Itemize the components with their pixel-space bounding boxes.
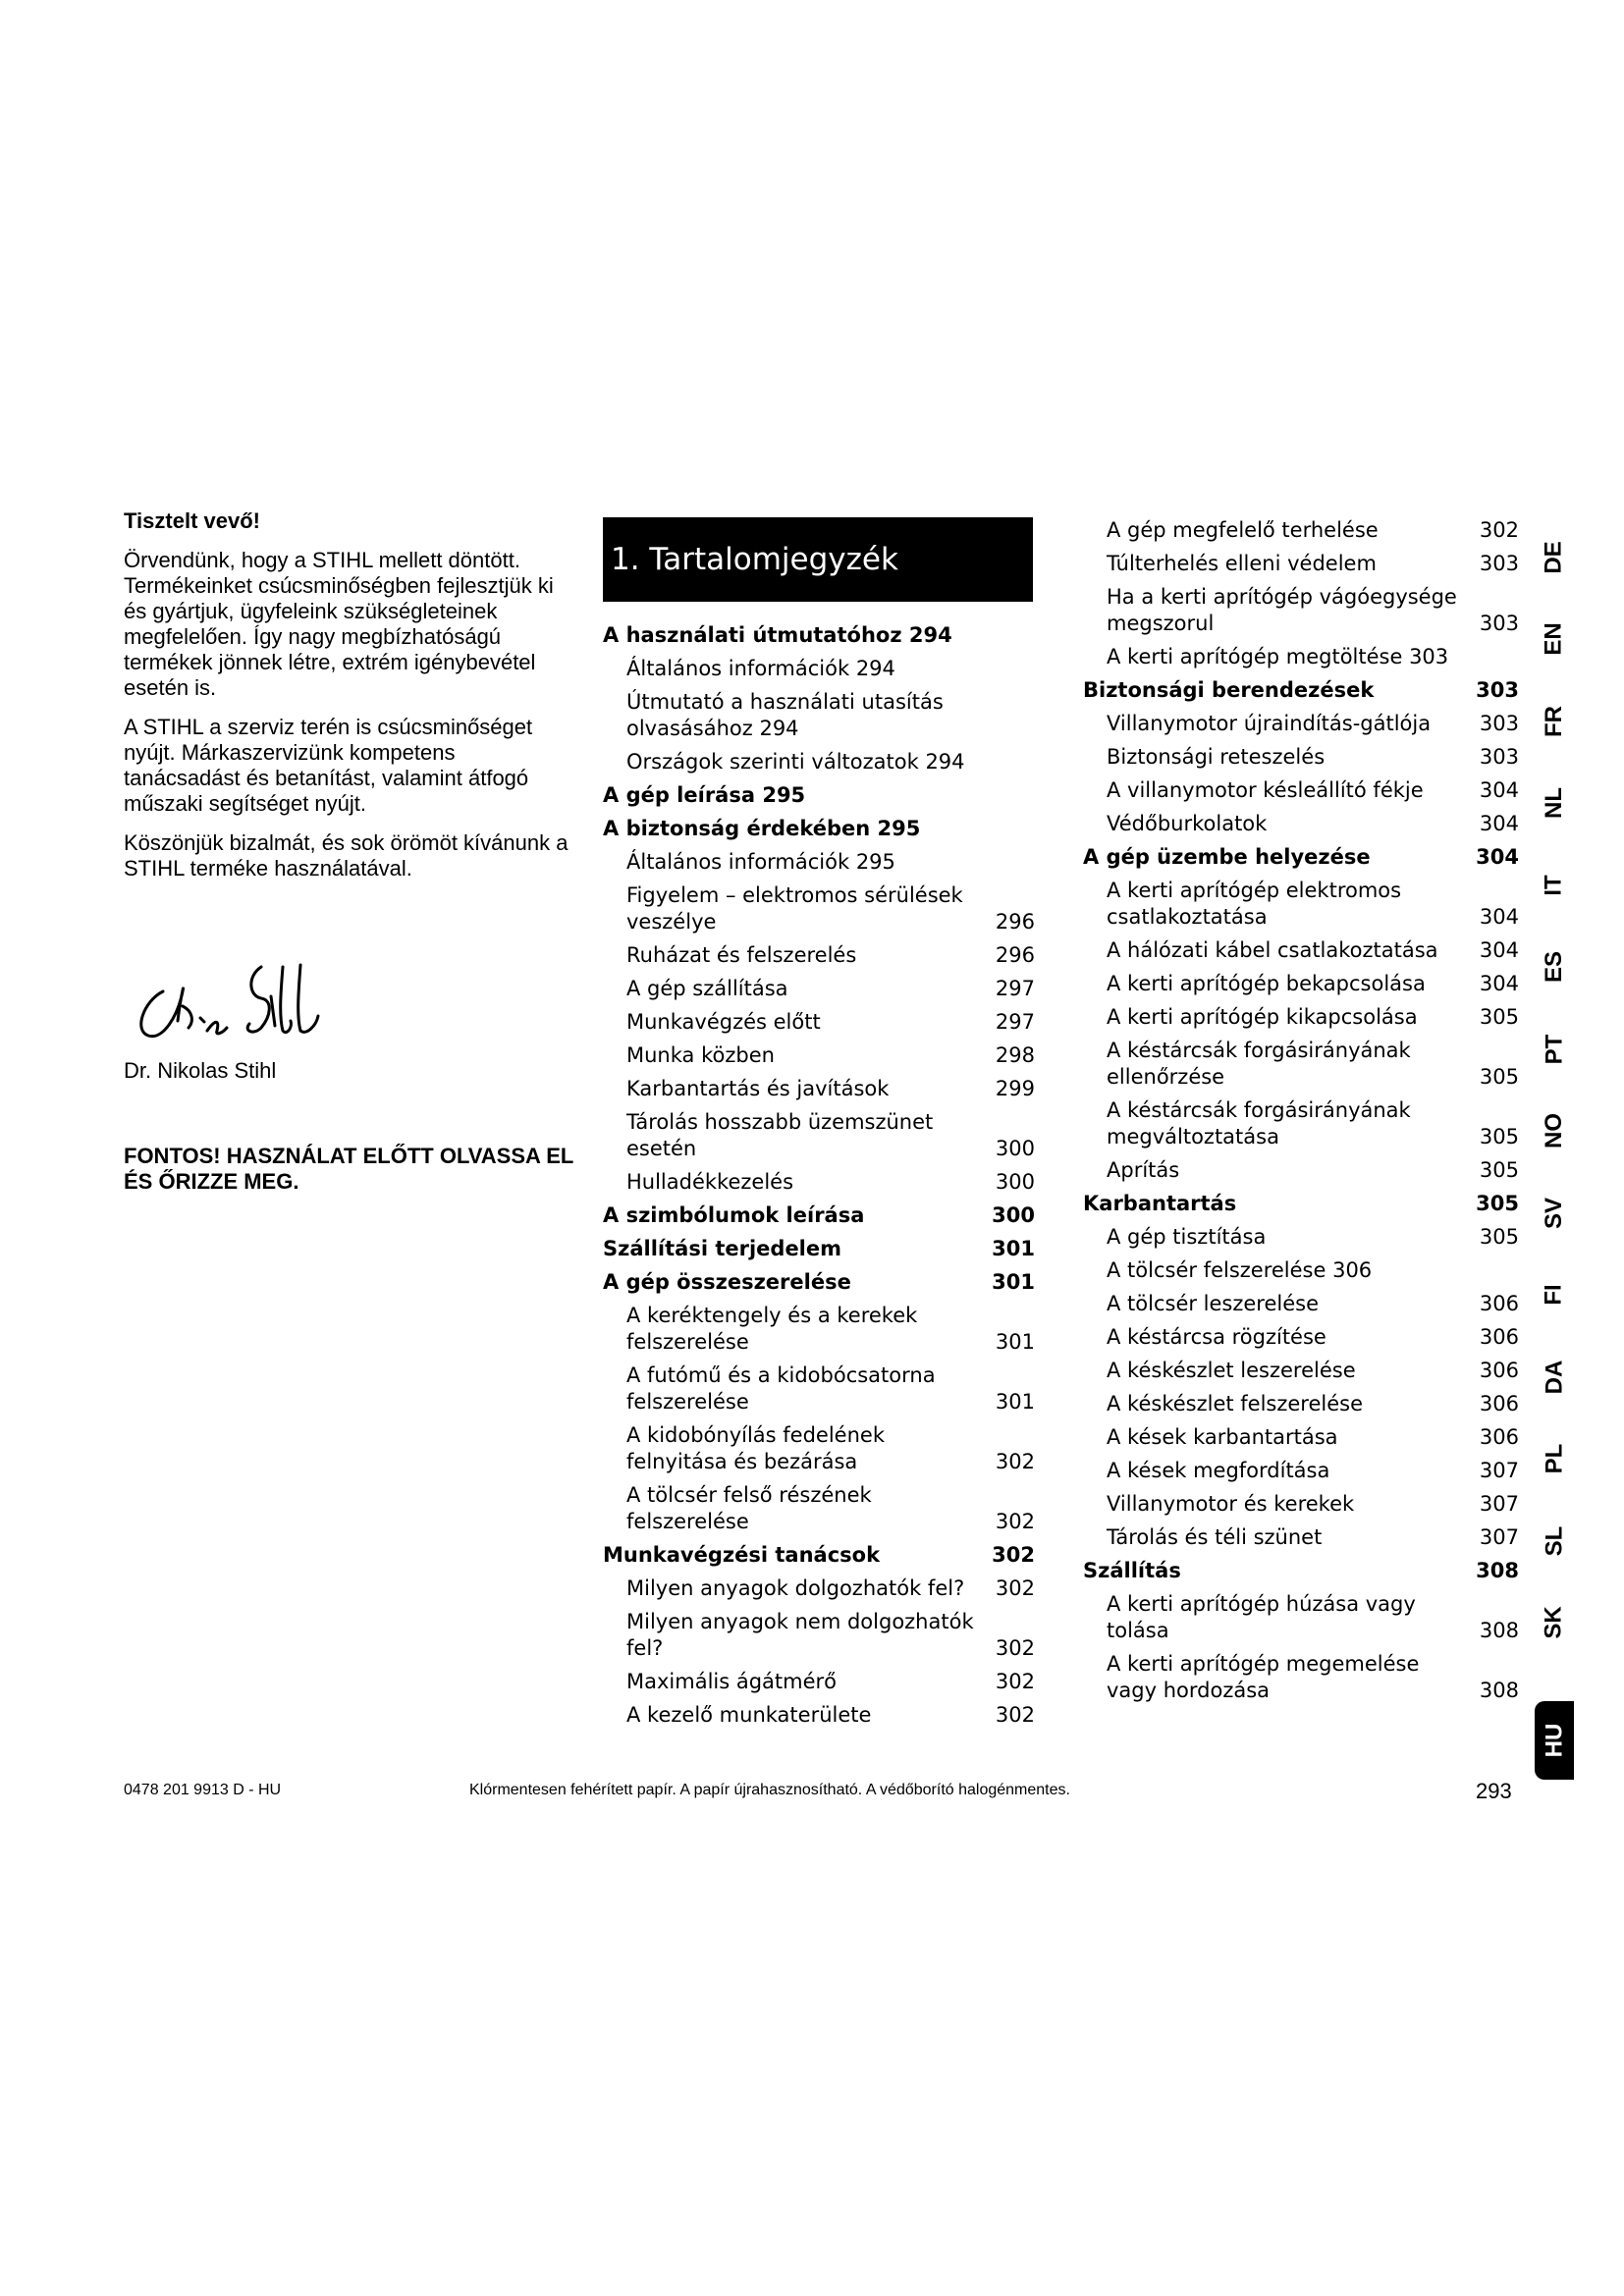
language-tab-label: DA	[1540, 1360, 1567, 1395]
toc-entry-page: 300	[992, 1203, 1035, 1227]
toc-entry-title: Tárolás és téli szünet	[1107, 1525, 1323, 1549]
toc-entry-title: A gép megfelelő terhelése	[1107, 518, 1379, 542]
toc-entry-title: A késkészlet leszerelése	[1107, 1359, 1356, 1382]
language-tab-sk[interactable]	[1532, 1582, 1577, 1665]
toc-entry-title: Maximális ágátmérő	[626, 1670, 838, 1693]
language-tab-pt[interactable]	[1532, 1008, 1577, 1091]
toc-subentry[interactable]	[1083, 551, 1519, 577]
toc-subentry[interactable]	[603, 1076, 1035, 1102]
toc-subentry[interactable]	[1083, 1097, 1519, 1150]
toc-entry-title: Karbantartás és javítások	[626, 1077, 890, 1100]
toc-section-entry[interactable]	[1083, 1558, 1519, 1584]
toc-subentry[interactable]	[603, 656, 1035, 682]
toc-entry-title: Karbantartás	[1083, 1192, 1237, 1215]
toc-entry-title: A kések karbantartása	[1107, 1425, 1338, 1449]
toc-subentry[interactable]	[603, 1169, 1035, 1196]
toc-subentry[interactable]	[1083, 1291, 1519, 1317]
toc-entry-page: 301	[992, 1237, 1035, 1260]
toc-entry-page: 304	[1479, 938, 1519, 962]
toc-entry-page: 306	[1479, 1325, 1519, 1349]
toc-subentry[interactable]	[1083, 811, 1519, 837]
toc-entry-page: 303	[1479, 612, 1519, 635]
toc-entry-page: 301	[995, 1390, 1035, 1414]
toc-entry-title: A tölcsér felszerelése 306	[1107, 1258, 1373, 1282]
toc-entry-title: A kerti aprítógép kikapcsolása	[1107, 1005, 1418, 1029]
toc-subentry[interactable]	[603, 1109, 1035, 1162]
language-tab-pl[interactable]	[1532, 1418, 1577, 1501]
toc-section-entry[interactable]	[603, 1236, 1035, 1262]
toc-entry-title: A kidobónyílás fedelének felnyitása és bezárása	[626, 1423, 885, 1473]
toc-entry-page: 305	[1479, 1065, 1519, 1089]
toc-subentry[interactable]	[1083, 711, 1519, 737]
greeting: Tisztelt vevő!	[124, 508, 260, 533]
language-tab-it[interactable]	[1532, 844, 1577, 927]
toc-entry-title: A kerti aprítógép megtöltése 303	[1107, 645, 1449, 668]
toc-entry-page: 308	[1479, 1619, 1519, 1642]
language-tab-label: SV	[1540, 1197, 1567, 1229]
toc-entry-title: A futómű és a kidobócsatorna felszerelése	[626, 1363, 936, 1414]
toc-subentry[interactable]	[603, 849, 1035, 876]
toc-entry-page: 305	[1479, 1125, 1519, 1148]
language-tab-de[interactable]	[1532, 516, 1577, 599]
toc-subentry[interactable]	[603, 1009, 1035, 1036]
toc-entry-page: 302	[992, 1543, 1035, 1567]
toc-entry-title: A biztonság érdekében 295	[603, 817, 921, 840]
toc-entry-page: 296	[995, 910, 1035, 934]
toc-entry-title: A késtárcsák forgásirányának ellenőrzése	[1107, 1039, 1411, 1089]
toc-entry-page: 306	[1479, 1292, 1519, 1315]
toc-subentry[interactable]	[603, 1362, 1035, 1415]
intro-column	[124, 508, 570, 895]
language-tab-label: ES	[1540, 951, 1567, 984]
intro-paragraph-2: A STIHL a szerviz terén is csúcsminőséget nyújt. Márkaszervizünk kompetens tanácsadást és betanítást, valamint átfogó műszaki segítséget nyújt.	[124, 715, 533, 816]
toc-subentry[interactable]	[1083, 1358, 1519, 1384]
language-tab-fi[interactable]	[1532, 1255, 1577, 1337]
toc-entry-page: 308	[1479, 1679, 1519, 1702]
language-tab-en[interactable]	[1532, 599, 1577, 681]
toc-subentry[interactable]	[1083, 1591, 1519, 1644]
page-number: 293	[1476, 1779, 1512, 1803]
toc-entry-title: A tölcsér felső részének felszerelése	[626, 1483, 872, 1533]
toc-entry-page: 299	[995, 1077, 1035, 1100]
toc-entry-page: 301	[995, 1330, 1035, 1354]
toc-entry-page: 300	[995, 1137, 1035, 1160]
toc-section-entry[interactable]	[603, 622, 1035, 649]
toc-entry-title: Hulladékkezelés	[626, 1170, 794, 1194]
toc-subentry[interactable]	[1083, 1424, 1519, 1451]
toc-entry-title: Országok szerinti változatok 294	[626, 750, 965, 774]
language-tab-fr[interactable]	[1532, 680, 1577, 763]
toc-subentry[interactable]	[603, 976, 1035, 1002]
toc-entry-page: 305	[1479, 1005, 1519, 1029]
toc-entry-title: Tárolás hosszabb üzemszünet esetén	[626, 1110, 934, 1160]
language-tab-label: DE	[1541, 541, 1567, 574]
toc-subentry[interactable]	[1083, 1324, 1519, 1351]
language-tab-label: SL	[1540, 1525, 1567, 1557]
toc-entry-title: Munkavégzés előtt	[626, 1010, 821, 1034]
toc-entry-title: A késtárcsa rögzítése	[1107, 1325, 1326, 1349]
toc-heading: 1. Tartalomjegyzék	[603, 517, 1033, 602]
toc-entry-page: 306	[1479, 1392, 1519, 1415]
toc-entry-title: Milyen anyagok dolgozhatók fel?	[626, 1576, 965, 1600]
toc-entry-title: A kerti aprítógép húzása vagy tolása	[1107, 1592, 1416, 1642]
toc-subentry[interactable]	[1083, 744, 1519, 771]
language-tab-no[interactable]	[1532, 1091, 1577, 1173]
toc-column-1	[603, 622, 1035, 1735]
language-tab-label: FI	[1540, 1284, 1567, 1306]
toc-entry-title: A gép leírása 295	[603, 783, 806, 807]
toc-section-entry[interactable]	[603, 1202, 1035, 1229]
toc-entry-title: Figyelem – elektromos sérülések veszélye	[626, 883, 963, 934]
toc-entry-page: 302	[995, 1670, 1035, 1693]
toc-entry-page: 303	[1476, 678, 1519, 702]
toc-entry-title: Biztonsági reteszelés	[1107, 745, 1326, 769]
toc-subentry[interactable]	[1083, 971, 1519, 997]
toc-subentry[interactable]	[1083, 1491, 1519, 1518]
toc-column-2	[1083, 517, 1519, 1711]
language-tab-label: FR	[1541, 705, 1567, 737]
toc-entry-title: A gép tisztítása	[1107, 1225, 1267, 1249]
toc-subentry[interactable]	[1083, 777, 1519, 804]
toc-entry-page: 305	[1479, 1225, 1519, 1249]
toc-subentry[interactable]	[603, 1575, 1035, 1602]
toc-entry-page: 307	[1479, 1459, 1519, 1482]
toc-subentry[interactable]	[1083, 584, 1519, 637]
toc-entry-title: Védőburkolatok	[1107, 812, 1268, 835]
language-tab-es[interactable]	[1532, 927, 1577, 1009]
toc-entry-page: 302	[995, 1510, 1035, 1533]
toc-entry-page: 306	[1479, 1359, 1519, 1382]
toc-subentry[interactable]	[603, 942, 1035, 969]
intro-paragraph-3: Köszönjük bizalmát, és sok örömöt kívánunk a STIHL terméke használatával.	[124, 830, 568, 881]
toc-subentry[interactable]	[603, 1303, 1035, 1356]
toc-entry-title: Villanymotor újraindítás-gátlója	[1107, 712, 1432, 735]
document-code: 0478 201 9913 D - HU	[124, 1782, 282, 1798]
toc-entry-page: 304	[1479, 812, 1519, 835]
toc-subentry[interactable]	[1083, 1224, 1519, 1251]
toc-entry-title: Ruházat és felszerelés	[626, 943, 857, 967]
toc-entry-page: 297	[995, 977, 1035, 1000]
language-tabs	[1532, 516, 1577, 1664]
toc-section-entry[interactable]	[603, 816, 1035, 842]
toc-subentry[interactable]	[603, 1702, 1035, 1729]
intro-paragraph-1: Örvendünk, hogy a STIHL mellett döntött. Termékeinket csúcsminőségben fejlesztjük ki és gyártjuk, ügyfeleink szükségleteinek megfelelően. Így nagy megbízhatóságú termékek jönnek létre, extrém igénybevétel esetén is.	[124, 548, 554, 700]
toc-subentry[interactable]	[603, 749, 1035, 775]
toc-subentry[interactable]	[603, 1422, 1035, 1475]
toc-entry-title: A keréktengely és a kerekek felszerelése	[626, 1304, 918, 1354]
toc-section-entry[interactable]	[603, 1542, 1035, 1569]
toc-subentry[interactable]	[603, 1042, 1035, 1069]
toc-entry-title: Általános információk 295	[626, 850, 895, 874]
paper-note: Klórmentesen fehérített papír. A papír újrahasznosítható. A védőborító halogénmentes.	[469, 1782, 1070, 1798]
toc-entry-title: Biztonsági berendezések	[1083, 678, 1375, 702]
toc-entry-page: 304	[1479, 905, 1519, 929]
toc-entry-page: 302	[995, 1450, 1035, 1473]
toc-entry-title: A villanymotor késleállító fékje	[1107, 778, 1424, 802]
toc-entry-title: A kezelő munkaterülete	[626, 1703, 872, 1727]
toc-entry-title: Szállítás	[1083, 1559, 1181, 1582]
toc-entry-page: 303	[1479, 552, 1519, 575]
toc-subentry[interactable]	[1083, 1651, 1519, 1704]
language-tab-sl[interactable]	[1532, 1500, 1577, 1582]
toc-entry-page: 303	[1479, 712, 1519, 735]
toc-entry-page: 305	[1476, 1192, 1519, 1215]
toc-entry-title: Villanymotor és kerekek	[1107, 1492, 1355, 1516]
toc-entry-title: Aprítás	[1107, 1158, 1180, 1182]
toc-entry-title: Ha a kerti aprítógép vágóegysége megszorul	[1107, 585, 1457, 635]
toc-subentry[interactable]	[603, 1482, 1035, 1535]
toc-subentry[interactable]	[1083, 644, 1519, 670]
toc-section-entry[interactable]	[1083, 677, 1519, 704]
toc-subentry[interactable]	[1083, 517, 1519, 544]
toc-subentry[interactable]	[1083, 878, 1519, 931]
toc-subentry[interactable]	[603, 1609, 1035, 1662]
language-tab-label: NO	[1541, 1113, 1567, 1149]
toc-section-entry[interactable]	[1083, 844, 1519, 871]
toc-entry-page: 300	[995, 1170, 1035, 1194]
toc-entry-title: A kések megfordítása	[1107, 1459, 1330, 1482]
toc-entry-page: 302	[995, 1703, 1035, 1727]
signature-name: Dr. Nikolas Stihl	[124, 1058, 277, 1083]
toc-entry-title: A késtárcsák forgásirányának megváltoztatása	[1107, 1098, 1411, 1148]
toc-entry-title: A szimbólumok leírása	[603, 1203, 865, 1227]
toc-section-entry[interactable]	[603, 782, 1035, 809]
toc-entry-page: 302	[995, 1636, 1035, 1660]
toc-entry-page: 308	[1476, 1559, 1519, 1582]
language-tab-nl[interactable]	[1532, 763, 1577, 845]
toc-entry-title: Túlterhelés elleni védelem	[1107, 552, 1377, 575]
toc-subentry[interactable]	[1083, 937, 1519, 964]
language-tab-active[interactable]: HU	[1535, 1701, 1574, 1780]
toc-entry-page: 303	[1479, 745, 1519, 769]
toc-subentry[interactable]	[1083, 1038, 1519, 1091]
toc-entry-title: Szállítási terjedelem	[603, 1237, 842, 1260]
signature-image	[124, 937, 350, 1055]
toc-entry-title: A kerti aprítógép bekapcsolása	[1107, 972, 1426, 995]
language-tab-sv[interactable]	[1532, 1172, 1577, 1255]
toc-entry-page: 304	[1479, 972, 1519, 995]
language-tab-label: PT	[1540, 1034, 1567, 1065]
toc-subentry[interactable]	[1083, 1257, 1519, 1284]
toc-subentry[interactable]	[603, 1669, 1035, 1695]
toc-subentry[interactable]	[1083, 1524, 1519, 1551]
toc-subentry[interactable]	[1083, 1458, 1519, 1484]
toc-entry-page: 298	[995, 1043, 1035, 1067]
toc-entry-page: 307	[1479, 1492, 1519, 1516]
toc-entry-title: A kerti aprítógép elektromos csatlakoztatása	[1107, 879, 1402, 929]
toc-entry-page: 305	[1479, 1158, 1519, 1182]
toc-entry-title: A kerti aprítógép megemelése vagy hordozása	[1107, 1652, 1420, 1702]
toc-subentry[interactable]	[1083, 1391, 1519, 1417]
toc-entry-title: A gép üzembe helyezése	[1083, 845, 1371, 869]
warning-text: FONTOS! HASZNÁLAT ELŐTT OLVASSA EL ÉS ŐRIZZE MEG.	[124, 1144, 573, 1194]
toc-entry-title: A gép szállítása	[626, 977, 788, 1000]
language-tab-label: PL	[1540, 1443, 1567, 1474]
toc-entry-title: A hálózati kábel csatlakoztatása	[1107, 938, 1438, 962]
toc-entry-page: 304	[1479, 778, 1519, 802]
language-tab-label: NL	[1541, 787, 1567, 820]
toc-subentry[interactable]	[1083, 1004, 1519, 1031]
toc-entry-title: A tölcsér leszerelése	[1107, 1292, 1320, 1315]
toc-entry-title: A késkészlet felszerelése	[1107, 1392, 1364, 1415]
language-tab-label: IT	[1540, 875, 1567, 896]
toc-entry-title: Útmutató a használati utasítás olvasásához 294	[626, 690, 944, 740]
toc-entry-title: Munka közben	[626, 1043, 775, 1067]
toc-section-entry[interactable]	[1083, 1191, 1519, 1217]
toc-entry-title: A gép összeszerelése	[603, 1270, 851, 1294]
toc-subentry[interactable]	[603, 882, 1035, 935]
toc-entry-title: Milyen anyagok nem dolgozhatók fel?	[626, 1610, 974, 1660]
toc-entry-page: 306	[1479, 1425, 1519, 1449]
toc-entry-page: 297	[995, 1010, 1035, 1034]
toc-entry-title: A használati útmutatóhoz 294	[603, 623, 952, 647]
toc-entry-page: 302	[995, 1576, 1035, 1600]
toc-entry-page: 302	[1479, 518, 1519, 542]
toc-section-entry[interactable]	[603, 1269, 1035, 1296]
toc-entry-page: 304	[1476, 845, 1519, 869]
toc-entry-page: 301	[992, 1270, 1035, 1294]
toc-entry-title: Általános információk 294	[626, 657, 895, 680]
language-tab-da[interactable]	[1532, 1336, 1577, 1418]
toc-entry-page: 307	[1479, 1525, 1519, 1549]
toc-subentry[interactable]	[1083, 1157, 1519, 1184]
toc-entry-title: Munkavégzési tanácsok	[603, 1543, 881, 1567]
language-tab-label: EN	[1541, 622, 1567, 656]
toc-entry-page: 296	[995, 943, 1035, 967]
toc-subentry[interactable]	[603, 689, 1035, 742]
language-tab-label: SK	[1541, 1606, 1567, 1639]
